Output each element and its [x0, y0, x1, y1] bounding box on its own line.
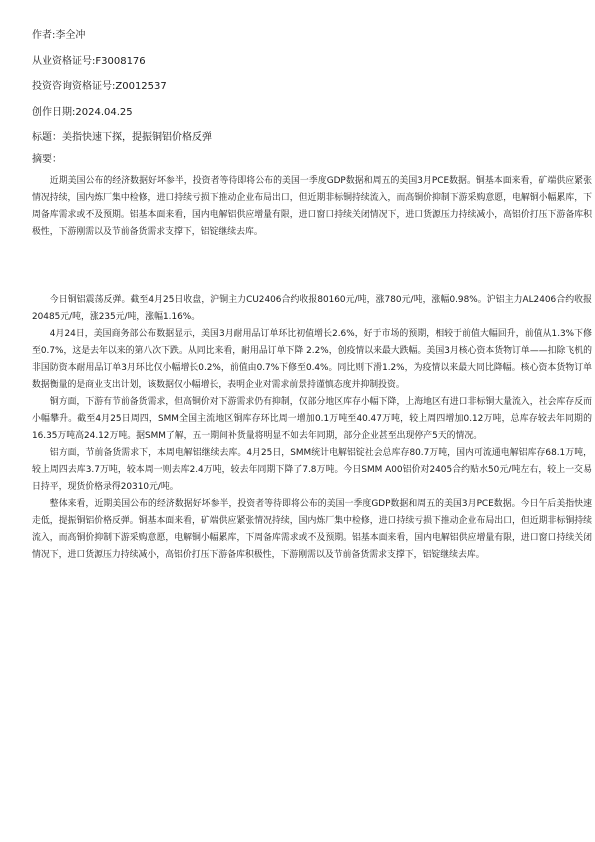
author-line: 作者:李全冲	[32, 30, 86, 41]
summary-section	[32, 173, 592, 241]
body-paragraph-3: 铜方面，下游有节前备货需求，但高铜价对下游需求仍有抑制，仅部分地区库存小幅下降，上海地区有进口非标铜大量流入，社会库存反而小幅攀升。截至4月25日周四，SMM全国主流地区铜库存环比周一增加0.1万吨至40.47万吨，较上周四增加0.12万吨，总库存较去年同期的16.35万吨高24.12万吨。据SMM了解，五一期间补货量将明显不如去年同期，部分企业甚至出现停产5天的情况。	[32, 397, 592, 441]
summary-paragraph: 近期美国公布的经济数据好坏参半，投资者等待即将公布的美国一季度GDP数据和周五的美国3月PCE数据。铜基本面来看，矿端供应紧张情况持续，国内炼厂集中检修，进口持续亏损下推动企业布局出口，但近期非标铜持续流入，而高铜价抑制下游采购意愿，电解铜小幅累库，下周备库需求或不及预期。铝基本面来看，国内电解铝供应增量有限，进口窗口持续关闭情况下，进口货源压力持续减小，高铝价打压下游备库积极性，下游刚需以及节前备货需求支撑下，铝锭继续去库。	[32, 176, 592, 237]
abstract-label: 摘要：	[32, 154, 62, 165]
creation-date: 创作日期:2024.04.25	[32, 107, 133, 118]
body-paragraph-1: 今日铜铝震荡反弹。截至4月25日收盘，沪铜主力CU2406合约收报80160元/吨，涨780元/吨，涨幅0.98%。沪铝主力AL2406合约收报20485元/吨，涨235元/吨，涨幅1.16%。	[32, 295, 592, 322]
report-title: 标题：美指快速下探，提振铜铝价格反弹	[32, 132, 212, 143]
qualification-number: 从业资格证号:F3008176	[32, 56, 146, 67]
main-body-section	[32, 292, 592, 564]
body-paragraph-2: 4月24日，美国商务部公布数据显示，美国3月耐用品订单环比初值增长2.6%，好于市场的预期，相较于前值大幅回升，前值从1.3%下修至0.7%，这是去年以来的第八次下跌。从同比来看，耐用品订单下降 2.2%，创疫情以来最大跌幅。美国3月核心资本货物订单——扣除飞机的非国防资本耐用品订单3月环比仅小幅增长0.2%，前值由0.7%下修至0.4%。同比则下滑1.2%，为疫情以来最大同比降幅。核心资本货物订单数据衡量的是商业支出计划，该数据仅小幅增长，表明企业对需求前景持谨慎态度并抑制投资。	[32, 329, 592, 390]
advisory-qualification-number: 投资咨询资格证号:Z0012537	[32, 81, 167, 92]
body-paragraph-5: 整体来看，近期美国公布的经济数据好坏参半，投资者等待即将公布的美国一季度GDP数据和周五的美国3月PCE数据。今日午后美指快速走低，提振铜铝价格反弹。铜基本面来看，矿端供应紧张情况持续，国内炼厂集中检修，进口持续亏损下推动企业布局出口，但近期非标铜持续流入，而高铜价抑制下游采购意愿，电解铜小幅累库，下周备库需求或不及预期。铝基本面来看，国内电解铝供应增量有限，进口窗口持续关闭情况下，进口货源压力持续减小，高铝价打压下游备库积极性，下游刚需以及节前备货需求支撑下，铝锭继续去库。	[32, 499, 592, 560]
body-paragraph-4: 铝方面，节前备货需求下，本周电解铝继续去库。4月25日，SMM统计电解铝锭社会总库存80.7万吨，国内可流通电解铝库存68.1万吨，较上周四去库3.7万吨，较本周一则去库2.4万吨，较去年同期下降了7.8万吨。今日SMM A00铝价对2405合约贴水50元/吨左右，较上一交易日持平，现货价格录得20310元/吨。	[32, 448, 592, 492]
